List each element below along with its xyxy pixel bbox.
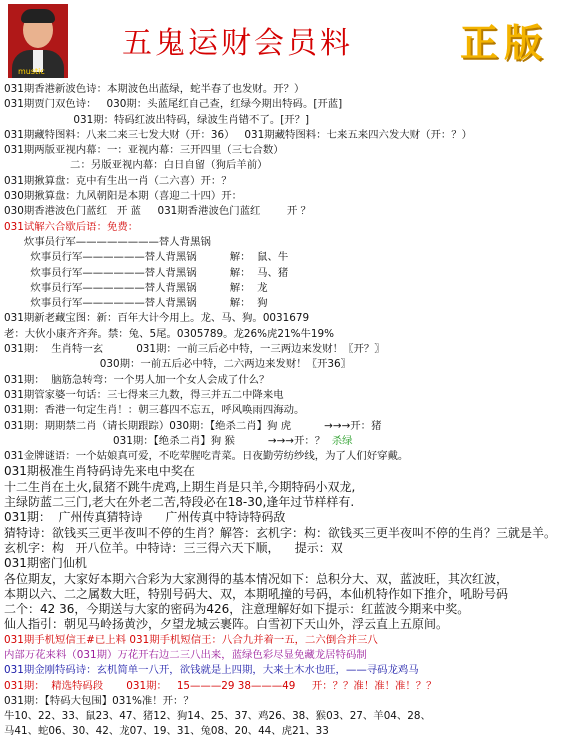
text-line <box>4 327 578 342</box>
text-line-content: 炊事员行军——————替人背黑锅 解： 龙 <box>4 281 268 294</box>
text-line <box>4 648 578 663</box>
text-line <box>4 204 578 219</box>
text-line <box>4 495 578 510</box>
text-line <box>4 143 578 158</box>
text-line-content: 各位期友，大家好本期六合彩为大家测得的基本情况如下：总积分大、双，蓝波旺，其次红波， <box>4 571 509 586</box>
text-line-content: 031期手机短信王#已上料 031期手机短信王：八合九并着一五，二六倒合并三八 <box>4 633 378 646</box>
text-line <box>4 724 578 739</box>
text-line-content: 老：大伙小康齐齐奔。禁：兔、5尾。0305789。龙26%虎21%牛19% <box>4 327 334 340</box>
text-line <box>4 709 578 724</box>
text-line-content: 031期管家婆一句话：三七得来三九数，得三并五二中降来电 <box>4 388 284 401</box>
text-line <box>4 296 578 311</box>
text-line-content: 炊事员行军——————替人背黑锅 解： 马、猪 <box>4 266 289 279</box>
text-line <box>4 449 578 464</box>
text-line-content: 炊事员行军——————替人背黑锅 解： 狗 <box>4 297 268 310</box>
text-line-content: 031期：期期禁二肖（请长期跟踪）030期：【绝杀二肖】狗 虎 →→→开：猪 <box>4 419 382 432</box>
text-line <box>4 434 578 449</box>
text-line <box>4 342 578 357</box>
text-line <box>4 526 578 541</box>
text-line-content: 二：另版亚视内幕：白日自留（狗后羊前） <box>4 159 268 172</box>
text-line-content: 031金牌谜语：一个姑娘真可爱，不吃荤腥吃青菜。日夜勤劳纺纱线，为了人们好穿戴。 <box>4 450 409 463</box>
text-line <box>4 266 578 281</box>
text-line-content: 031期： 精选特码段 031期： 15———29 38———49 开：？？准！准！准！？？ <box>4 679 437 692</box>
text-line-content: 031期：香港一句定生肖！：朝三暮四不忘五，呼风唤雨四海动。 <box>4 404 305 417</box>
text-line-content: 主绿防蓝二三门,老大在外老二苦,特段必在18-30,逢年过节样样有. <box>4 495 355 510</box>
text-line <box>4 663 578 678</box>
text-line <box>4 235 578 250</box>
text-line-content: 031期：【特码大包围】031%准！开：？ <box>4 694 194 707</box>
text-line-content: 031试解六合歇后语：免费： <box>4 220 139 233</box>
avatar-logo: mustic <box>18 67 45 76</box>
text-line-content: 本期以六、二之属数大旺，特别号码大、双，本期吼撞的号码，本仙机特作如下推介，吼盼号码 <box>4 586 509 601</box>
text-line <box>4 587 578 602</box>
edition-badge: 正版 <box>460 20 549 65</box>
text-line-content: 二个：42 36，今期送与大家的密码为426，注意理解好如下提示：红蓝波今期来中奖。 <box>4 602 470 617</box>
text-line <box>4 113 578 128</box>
text-line-content: 牛10、22、33、鼠23、47、猪12、狗14、25、37、鸡26、38、猴03、27、羊04、28、 <box>4 710 431 723</box>
text-line-content: 猜特诗：欲钱买三更半夜叫不停的生肖？解答：玄机字：构：欲钱买三更半夜叫不停的生肖？三就是羊。 <box>4 525 557 540</box>
forecast-content <box>4 82 578 740</box>
text-line <box>4 602 578 617</box>
text-line-content: 031期藏特图料：八来二来三七发大财（开：36） 031期藏特图料：七来五来四六发大财（开：？） <box>4 128 473 141</box>
text-line-content: 030期揪算盘：九风朝阳是本期（喜迎二十四）开： <box>4 190 243 203</box>
text-line-content: 031期密门仙机 <box>4 556 87 571</box>
text-line-content: 十二生肖在土火,鼠猪不跳牛虎鸡,上期生肖是只羊,今期特码小双龙, <box>4 479 356 494</box>
text-line <box>4 694 578 709</box>
text-line <box>4 419 578 434</box>
text-line-content: 内部万花来料（031期）万花开右边二三八出来，蓝绿色彩尽显免藏龙居特码制 <box>4 648 367 661</box>
text-line-content: 031期： 脑筋急转弯：一个男人加一个女人会成了什么？ <box>4 373 270 386</box>
text-line <box>4 510 578 525</box>
avatar <box>8 4 68 78</box>
text-line-content: 030期：一前五后必中特，二六两边来发财！〖开36〗 <box>4 358 352 371</box>
text-line-content: 玄机字：构 开八位羊。中特诗：三三得六天下顺， 提示：双 <box>4 540 343 555</box>
text-line <box>4 679 578 694</box>
text-line-content: 031期： 广州传真猜特诗 广州传真中特诗特码敌 <box>4 510 286 525</box>
text-line <box>4 373 578 388</box>
text-line-note: 杀绿 <box>331 434 353 447</box>
text-line <box>4 572 578 587</box>
text-line-content: 031期极准生肖特码诗先来电中奖在 <box>4 464 195 479</box>
text-line-content: 031期：特码红波出特码，绿波生肖错不了。[开？] <box>4 113 310 126</box>
text-line <box>4 250 578 265</box>
text-line <box>4 617 578 632</box>
text-line <box>4 189 578 204</box>
avatar-hair <box>21 9 55 23</box>
text-line <box>4 541 578 556</box>
text-line <box>4 174 578 189</box>
text-line-content: 031期香港新波色诗：本期波色出蓝绿，蛇半春了也发财。开？） <box>4 83 305 95</box>
text-line <box>4 403 578 418</box>
text-line <box>4 633 578 648</box>
text-line <box>4 388 578 403</box>
page-header <box>0 0 582 80</box>
text-line <box>4 82 578 97</box>
text-line <box>4 97 578 112</box>
text-line-content: 031期两版亚视内幕：一：亚视内幕：三开四里（三七合数） <box>4 144 284 157</box>
text-line <box>4 220 578 235</box>
text-line <box>4 311 578 326</box>
text-line-content: 031期新老藏宝图：新：百年大计今用上。龙、马、狗。0031679 <box>4 312 310 325</box>
text-line-content: 马41、蛇06、30、42、龙07、19、31、兔08、20、44、虎21、33 <box>4 725 329 738</box>
text-line-content: 仙人指引：朝见马岭扬黄沙，夕望龙城云裹阵。白雪初下天山外，浮云直上五原间。 <box>4 617 449 632</box>
text-line-content: 031期金刚特码诗：玄机简单一八开，欲钱就是上四期，大来土木水也旺，——寻码龙鸡马 <box>4 664 419 677</box>
text-line-content: 031期贾门双色诗： 030期：头蓝尾红自己查，红绿今期出特码。[开蓝] <box>4 98 343 111</box>
text-line <box>4 464 578 479</box>
text-line <box>4 480 578 495</box>
text-line-content: 031期：【绝杀二肖】狗 猴 →→→开：？ <box>4 434 332 447</box>
text-line-content: 031期揪算盘：克中有生出一肖（二六喜）开：？ <box>4 174 232 187</box>
text-line-content: 030期香港波色门蓝红 开 蓝 031期香港波色门蓝红 开 ？ <box>4 205 311 218</box>
text-line <box>4 556 578 571</box>
text-line-content: 炊事员行军————————替人背黑锅 <box>4 235 211 248</box>
text-line <box>4 357 578 372</box>
text-line <box>4 128 578 143</box>
text-line <box>4 281 578 296</box>
text-line-content: 031期： 生肖特一玄 031期：一前三后必中特，一三两边来发财！〖开？〗 <box>4 343 385 356</box>
text-line <box>4 158 578 173</box>
page-title: 五鬼运财会员料 <box>122 26 353 61</box>
text-line-content: 炊事员行军——————替人背黑锅 解： 鼠、牛 <box>4 251 289 264</box>
